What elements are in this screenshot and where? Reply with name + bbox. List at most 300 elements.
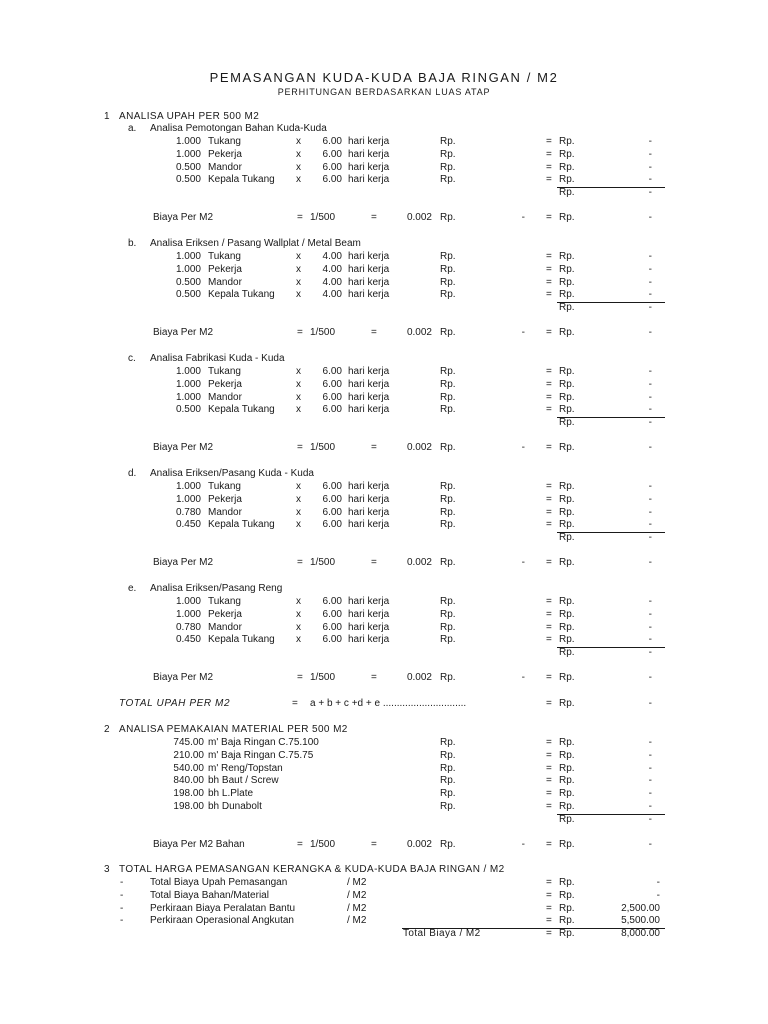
group-title: Analisa Eriksen/Pasang Kuda - Kuda	[150, 468, 314, 479]
biaya-factor: 0.002	[406, 672, 432, 683]
summary-equals: =	[546, 889, 552, 901]
row-worker: Mandor	[208, 276, 242, 288]
row-times: x	[296, 481, 301, 492]
row-worker: Mandor	[208, 506, 242, 518]
row-value: -	[648, 148, 652, 160]
material-rp-total: Rp.	[559, 737, 575, 748]
biaya-total-value: -	[648, 672, 652, 683]
row-quantity: 0.500	[175, 276, 201, 288]
row-days: 6.00	[322, 174, 342, 186]
row-days: 4.00	[322, 289, 342, 301]
row-unit: hari kerja	[348, 621, 390, 633]
material-equals: =	[546, 749, 552, 761]
row-value: -	[648, 366, 652, 377]
material-description: m' Baja Ringan C.75.75	[208, 749, 314, 761]
row-days: 4.00	[322, 276, 342, 288]
material-equals: =	[546, 801, 552, 812]
row-value: -	[648, 608, 652, 620]
row-unit: hari kerja	[348, 481, 390, 492]
group-letter: e.	[128, 583, 137, 594]
row-rp: Rp.	[440, 136, 456, 147]
row-quantity: 0.780	[175, 621, 201, 633]
row-times: x	[296, 634, 301, 646]
material-description: m' Reng/Topstan	[208, 762, 283, 774]
row-worker: Kepala Tukang	[208, 519, 275, 531]
biaya-ratio: 1/500	[310, 839, 336, 850]
row-value: -	[648, 481, 652, 492]
row-times: x	[296, 404, 301, 416]
row-days: 6.00	[322, 621, 342, 633]
row-quantity: 1.000	[175, 391, 201, 403]
biaya-equals: =	[546, 672, 552, 683]
row-equals: =	[546, 391, 552, 403]
biaya-label: Biaya Per M2	[153, 557, 214, 568]
row-worker: Tukang	[208, 251, 241, 262]
material-description: bh Dunabolt	[208, 801, 262, 812]
material-value: -	[648, 737, 652, 748]
row-rp-total: Rp.	[559, 289, 575, 301]
document-title: PEMASANGAN KUDA-KUDA BAJA RINGAN / M2	[209, 70, 559, 85]
row-times: x	[296, 148, 301, 160]
summary-value: 2,500.00	[621, 902, 660, 914]
group-letter: d.	[128, 468, 137, 479]
sum-value: -	[648, 186, 652, 198]
row-days: 6.00	[322, 378, 342, 390]
row-rp-total: Rp.	[559, 378, 575, 390]
sum-value: -	[648, 646, 652, 658]
biaya-rp-total: Rp.	[559, 839, 575, 850]
biaya-equals: =	[297, 442, 303, 453]
group-letter: a.	[128, 123, 137, 134]
row-value: -	[648, 506, 652, 518]
group-title: Analisa Eriksen / Pasang Wallplat / Metal Beam	[150, 238, 361, 249]
row-rp-total: Rp.	[559, 634, 575, 646]
row-unit: hari kerja	[348, 263, 390, 275]
biaya-equals: =	[546, 557, 552, 568]
row-unit: hari kerja	[348, 391, 390, 403]
row-rp: Rp.	[440, 148, 456, 160]
row-days: 6.00	[322, 366, 342, 377]
row-times: x	[296, 161, 301, 173]
row-quantity: 1.000	[175, 263, 201, 275]
row-times: x	[296, 378, 301, 390]
summary-rp: Rp.	[559, 877, 575, 888]
row-worker: Tukang	[208, 481, 241, 492]
biaya-equals: =	[371, 442, 377, 453]
row-times: x	[296, 596, 301, 607]
sum-rp: Rp.	[559, 186, 575, 198]
biaya-equals: =	[371, 212, 377, 223]
row-unit: hari kerja	[348, 608, 390, 620]
material-value: -	[648, 775, 652, 787]
row-value: -	[648, 276, 652, 288]
total-upah-formula: a + b + c +d + e ..............................	[310, 698, 467, 709]
row-rp: Rp.	[440, 378, 456, 390]
row-quantity: 0.780	[175, 506, 201, 518]
summary-dash: -	[120, 915, 124, 927]
total-upah-equals: =	[292, 698, 298, 709]
summary-dash: -	[120, 902, 124, 914]
row-value: -	[648, 136, 652, 147]
row-rp-total: Rp.	[559, 148, 575, 160]
total-upah-equals: =	[546, 698, 552, 709]
row-equals: =	[546, 506, 552, 518]
row-days: 6.00	[322, 161, 342, 173]
row-quantity: 1.000	[175, 148, 201, 160]
biaya-label: Biaya Per M2	[153, 212, 214, 223]
material-quantity: 198.00	[173, 788, 204, 800]
material-value: -	[648, 788, 652, 800]
row-rp: Rp.	[440, 481, 456, 492]
row-equals: =	[546, 634, 552, 646]
biaya-rp: Rp.	[440, 327, 456, 338]
row-quantity: 1.000	[175, 136, 201, 147]
row-times: x	[296, 621, 301, 633]
biaya-factor: 0.002	[406, 442, 432, 453]
group-title: Analisa Eriksen/Pasang Reng	[150, 583, 283, 594]
row-quantity: 0.500	[175, 174, 201, 186]
summary-rp: Rp.	[559, 889, 575, 901]
section-title: ANALISA UPAH PER 500 M2	[119, 111, 260, 122]
summary-equals: =	[546, 915, 552, 927]
row-unit: hari kerja	[348, 276, 390, 288]
row-days: 4.00	[322, 263, 342, 275]
row-days: 6.00	[322, 634, 342, 646]
biaya-rp: Rp.	[440, 212, 456, 223]
row-rp: Rp.	[440, 608, 456, 620]
summary-value: -	[656, 889, 660, 901]
biaya-equals: =	[546, 839, 552, 850]
section-title: ANALISA PEMAKAIAN MATERIAL PER 500 M2	[119, 724, 348, 735]
row-rp-total: Rp.	[559, 621, 575, 633]
biaya-equals: =	[371, 672, 377, 683]
row-rp: Rp.	[440, 621, 456, 633]
sum-value: -	[648, 531, 652, 543]
row-rp: Rp.	[440, 493, 456, 505]
biaya-ratio: 1/500	[310, 327, 336, 338]
row-equals: =	[546, 263, 552, 275]
summary-label: Perkiraan Biaya Peralatan Bantu	[150, 902, 296, 914]
row-rp-total: Rp.	[559, 251, 575, 262]
row-days: 6.00	[322, 506, 342, 518]
biaya-rp-total: Rp.	[559, 557, 575, 568]
row-unit: hari kerja	[348, 366, 390, 377]
row-value: -	[648, 263, 652, 275]
summary-dash: -	[120, 889, 124, 901]
biaya-factor: 0.002	[406, 212, 432, 223]
row-rp-total: Rp.	[559, 608, 575, 620]
row-rp: Rp.	[440, 519, 456, 531]
row-times: x	[296, 136, 301, 147]
material-equals: =	[546, 775, 552, 787]
row-worker: Kepala Tukang	[208, 404, 275, 416]
row-rp-total: Rp.	[559, 263, 575, 275]
row-value: -	[648, 634, 652, 646]
row-worker: Pekerja	[208, 148, 242, 160]
grand-total-label: Total Biaya / M2	[403, 928, 481, 939]
biaya-equals: =	[546, 442, 552, 453]
row-rp-total: Rp.	[559, 276, 575, 288]
row-days: 6.00	[322, 136, 342, 147]
row-rp: Rp.	[440, 263, 456, 275]
row-equals: =	[546, 378, 552, 390]
row-value: -	[648, 493, 652, 505]
row-value: -	[648, 289, 652, 301]
summary-label: Total Biaya Bahan/Material	[150, 889, 269, 901]
row-rp-total: Rp.	[559, 506, 575, 518]
row-equals: =	[546, 481, 552, 492]
row-equals: =	[546, 608, 552, 620]
summary-value: 5,500.00	[621, 915, 660, 927]
biaya-total-value: -	[648, 327, 652, 338]
row-quantity: 1.000	[175, 481, 201, 492]
sum-rp: Rp.	[559, 646, 575, 658]
row-quantity: 0.450	[175, 634, 201, 646]
biaya-ratio: 1/500	[310, 672, 336, 683]
material-rp-total: Rp.	[559, 775, 575, 787]
row-times: x	[296, 251, 301, 262]
material-rp-total: Rp.	[559, 762, 575, 774]
row-times: x	[296, 263, 301, 275]
row-unit: hari kerja	[348, 289, 390, 301]
summary-equals: =	[546, 902, 552, 914]
biaya-equals: =	[371, 557, 377, 568]
material-equals: =	[546, 762, 552, 774]
row-worker: Pekerja	[208, 263, 242, 275]
sum-value: -	[648, 416, 652, 428]
row-quantity: 1.000	[175, 608, 201, 620]
row-worker: Pekerja	[208, 493, 242, 505]
biaya-equals: =	[546, 327, 552, 338]
row-value: -	[648, 391, 652, 403]
summary-label: Perkiraan Operasional Angkutan	[150, 915, 294, 927]
row-worker: Tukang	[208, 136, 241, 147]
row-rp: Rp.	[440, 289, 456, 301]
row-rp: Rp.	[440, 596, 456, 607]
biaya-ratio: 1/500	[310, 212, 336, 223]
row-rp: Rp.	[440, 634, 456, 646]
summary-equals: =	[546, 877, 552, 888]
material-rp-total: Rp.	[559, 749, 575, 761]
summary-label: Total Biaya Upah Pemasangan	[150, 877, 288, 888]
row-unit: hari kerja	[348, 519, 390, 531]
summary-rp: Rp.	[559, 902, 575, 914]
section-number: 1	[104, 111, 110, 122]
row-quantity: 0.450	[175, 519, 201, 531]
row-value: -	[648, 251, 652, 262]
row-value: -	[648, 596, 652, 607]
biaya-value: -	[521, 672, 525, 683]
group-letter: c.	[128, 353, 136, 364]
row-equals: =	[546, 404, 552, 416]
biaya-value: -	[521, 212, 525, 223]
biaya-label: Biaya Per M2	[153, 672, 214, 683]
row-rp: Rp.	[440, 161, 456, 173]
grand-total-value: 8,000.00	[621, 928, 660, 939]
biaya-factor: 0.002	[406, 327, 432, 338]
row-equals: =	[546, 493, 552, 505]
row-quantity: 0.500	[175, 161, 201, 173]
row-times: x	[296, 506, 301, 518]
grand-total-rp: Rp.	[559, 928, 575, 939]
sum-rp: Rp.	[559, 531, 575, 543]
summary-unit: / M2	[347, 902, 367, 914]
row-rp-total: Rp.	[559, 391, 575, 403]
material-value: -	[648, 762, 652, 774]
row-equals: =	[546, 621, 552, 633]
row-value: -	[648, 404, 652, 416]
material-value: -	[648, 801, 652, 812]
row-unit: hari kerja	[348, 174, 390, 186]
material-description: bh Baut / Screw	[208, 775, 279, 787]
row-worker: Pekerja	[208, 378, 242, 390]
row-worker: Mandor	[208, 621, 242, 633]
row-rp: Rp.	[440, 404, 456, 416]
row-days: 6.00	[322, 493, 342, 505]
row-rp-total: Rp.	[559, 596, 575, 607]
group-title: Analisa Pemotongan Bahan Kuda-Kuda	[150, 123, 327, 134]
biaya-rp: Rp.	[440, 672, 456, 683]
row-rp-total: Rp.	[559, 493, 575, 505]
biaya-factor: 0.002	[406, 839, 432, 850]
row-quantity: 1.000	[175, 366, 201, 377]
material-rp-total: Rp.	[559, 801, 575, 812]
biaya-equals: =	[297, 557, 303, 568]
group-title: Analisa Fabrikasi Kuda - Kuda	[150, 353, 285, 364]
row-unit: hari kerja	[348, 136, 390, 147]
row-times: x	[296, 289, 301, 301]
row-worker: Kepala Tukang	[208, 174, 275, 186]
row-times: x	[296, 174, 301, 186]
row-quantity: 0.500	[175, 404, 201, 416]
biaya-label: Biaya Per M2 Bahan	[153, 839, 245, 850]
biaya-rp-total: Rp.	[559, 212, 575, 223]
row-rp: Rp.	[440, 506, 456, 518]
biaya-equals: =	[297, 839, 303, 850]
total-upah-label: TOTAL UPAH PER M2	[119, 698, 231, 709]
row-equals: =	[546, 174, 552, 186]
document-subtitle: PERHITUNGAN BERDASARKAN LUAS ATAP	[277, 87, 491, 97]
material-quantity: 540.00	[173, 762, 204, 774]
material-rp-total: Rp.	[559, 788, 575, 800]
material-quantity: 198.00	[173, 801, 204, 812]
material-rp: Rp.	[440, 749, 456, 761]
row-unit: hari kerja	[348, 251, 390, 262]
summary-dash: -	[120, 877, 124, 888]
material-description: bh L.Plate	[208, 788, 254, 800]
group-letter: b.	[128, 238, 137, 249]
biaya-value: -	[521, 839, 525, 850]
material-equals: =	[546, 788, 552, 800]
biaya-label: Biaya Per M2	[153, 327, 214, 338]
biaya-rp: Rp.	[440, 557, 456, 568]
biaya-value: -	[521, 557, 525, 568]
biaya-total-value: -	[648, 557, 652, 568]
row-rp: Rp.	[440, 366, 456, 377]
grand-total-equals: =	[546, 928, 552, 939]
material-rp: Rp.	[440, 737, 456, 748]
row-rp: Rp.	[440, 276, 456, 288]
row-equals: =	[546, 519, 552, 531]
row-worker: Tukang	[208, 596, 241, 607]
biaya-total-value: -	[648, 442, 652, 453]
biaya-value: -	[521, 442, 525, 453]
row-rp: Rp.	[440, 174, 456, 186]
material-quantity: 840.00	[173, 775, 204, 787]
row-value: -	[648, 621, 652, 633]
biaya-ratio: 1/500	[310, 557, 336, 568]
row-worker: Mandor	[208, 391, 242, 403]
summary-unit: / M2	[347, 915, 367, 927]
row-days: 4.00	[322, 251, 342, 262]
sum-value: -	[648, 301, 652, 313]
biaya-equals: =	[546, 212, 552, 223]
row-days: 6.00	[322, 148, 342, 160]
row-worker: Kepala Tukang	[208, 634, 275, 646]
row-rp-total: Rp.	[559, 174, 575, 186]
row-unit: hari kerja	[348, 634, 390, 646]
row-days: 6.00	[322, 596, 342, 607]
row-times: x	[296, 366, 301, 377]
biaya-rp: Rp.	[440, 839, 456, 850]
row-unit: hari kerja	[348, 148, 390, 160]
row-unit: hari kerja	[348, 161, 390, 173]
material-quantity: 210.00	[173, 749, 204, 761]
biaya-rp: Rp.	[440, 442, 456, 453]
biaya-ratio: 1/500	[310, 442, 336, 453]
summary-value: -	[656, 877, 660, 888]
biaya-equals: =	[371, 327, 377, 338]
row-value: -	[648, 161, 652, 173]
material-rp: Rp.	[440, 801, 456, 812]
row-times: x	[296, 276, 301, 288]
row-times: x	[296, 519, 301, 531]
row-quantity: 1.000	[175, 596, 201, 607]
material-quantity: 745.00	[173, 737, 204, 748]
row-rp-total: Rp.	[559, 161, 575, 173]
total-upah-value: -	[648, 698, 652, 709]
row-equals: =	[546, 161, 552, 173]
total-upah-rp: Rp.	[559, 698, 575, 709]
material-rp: Rp.	[440, 788, 456, 800]
row-unit: hari kerja	[348, 493, 390, 505]
row-value: -	[648, 174, 652, 186]
row-rp-total: Rp.	[559, 366, 575, 377]
biaya-rp-total: Rp.	[559, 442, 575, 453]
row-worker: Tukang	[208, 366, 241, 377]
row-rp: Rp.	[440, 391, 456, 403]
section-title: TOTAL HARGA PEMASANGAN KERANGKA & KUDA-KUDA BAJA RINGAN / M2	[119, 864, 505, 875]
biaya-factor: 0.002	[406, 557, 432, 568]
material-value: -	[648, 749, 652, 761]
row-rp-total: Rp.	[559, 404, 575, 416]
biaya-rp-total: Rp.	[559, 672, 575, 683]
row-rp-total: Rp.	[559, 519, 575, 531]
biaya-rp-total: Rp.	[559, 327, 575, 338]
section-number: 3	[104, 864, 110, 875]
section-number: 2	[104, 724, 110, 735]
biaya-total-value: -	[648, 212, 652, 223]
sum-value: -	[648, 813, 652, 825]
row-rp-total: Rp.	[559, 136, 575, 147]
biaya-equals: =	[371, 839, 377, 850]
summary-unit: / M2	[347, 877, 367, 888]
row-quantity: 1.000	[175, 378, 201, 390]
row-equals: =	[546, 276, 552, 288]
biaya-equals: =	[297, 212, 303, 223]
sum-rp: Rp.	[559, 813, 575, 825]
row-value: -	[648, 378, 652, 390]
